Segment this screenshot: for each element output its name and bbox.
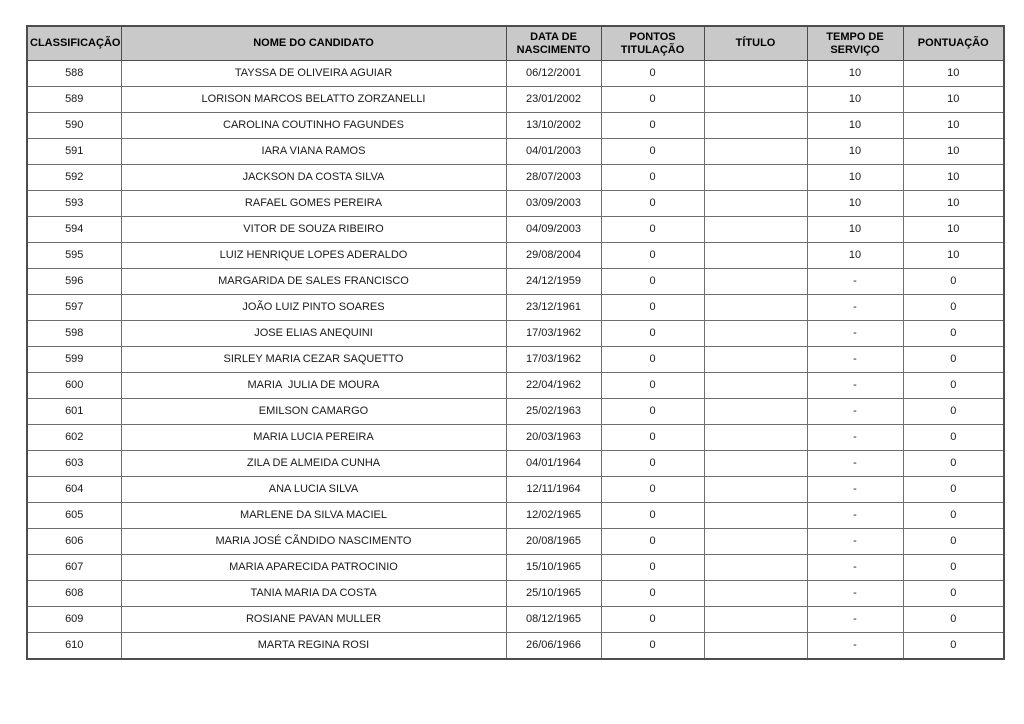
table-row [27,503,1004,529]
cell-pontuacao: 10 [903,165,1004,191]
cell-tempo-servico: - [807,347,903,373]
cell-pontos-titulacao: 0 [601,243,704,269]
cell-classificacao: 598 [27,321,121,347]
cell-titulo [704,425,807,451]
cell-pontos-titulacao: 0 [601,581,704,607]
table-row [27,61,1004,87]
cell-titulo [704,503,807,529]
cell-pontos-titulacao: 0 [601,217,704,243]
cell-tempo-servico: 10 [807,191,903,217]
cell-tempo-servico: - [807,607,903,633]
cell-data-nascimento: 04/01/2003 [506,139,601,165]
cell-classificacao: 606 [27,529,121,555]
cell-classificacao: 597 [27,295,121,321]
cell-classificacao: 588 [27,61,121,87]
cell-classificacao: 601 [27,399,121,425]
table-row [27,165,1004,191]
cell-nome: JOSE ELIAS ANEQUINI [121,321,506,347]
cell-data-nascimento: 15/10/1965 [506,555,601,581]
cell-data-nascimento: 24/12/1959 [506,269,601,295]
cell-data-nascimento: 22/04/1962 [506,373,601,399]
table-row [27,191,1004,217]
cell-titulo [704,269,807,295]
cell-pontuacao: 10 [903,87,1004,113]
cell-pontuacao: 10 [903,243,1004,269]
table-row [27,451,1004,477]
cell-pontuacao: 0 [903,451,1004,477]
cell-pontuacao: 10 [903,217,1004,243]
cell-nome: ROSIANE PAVAN MULLER [121,607,506,633]
cell-nome: MARIA LUCIA PEREIRA [121,425,506,451]
cell-nome: ANA LUCIA SILVA [121,477,506,503]
table-row [27,243,1004,269]
cell-classificacao: 596 [27,269,121,295]
cell-pontos-titulacao: 0 [601,633,704,660]
cell-pontuacao: 0 [903,607,1004,633]
table-row [27,113,1004,139]
cell-nome: MARIA JULIA DE MOURA [121,373,506,399]
cell-pontos-titulacao: 0 [601,295,704,321]
cell-data-nascimento: 29/08/2004 [506,243,601,269]
cell-data-nascimento: 08/12/1965 [506,607,601,633]
cell-data-nascimento: 26/06/1966 [506,633,601,660]
cell-pontuacao: 10 [903,139,1004,165]
cell-tempo-servico: - [807,399,903,425]
cell-nome: MARIA APARECIDA PATROCINIO [121,555,506,581]
table-row [27,269,1004,295]
column-header-pontuacao: PONTUAÇÃO [903,26,1004,61]
cell-nome: VITOR DE SOUZA RIBEIRO [121,217,506,243]
cell-classificacao: 607 [27,555,121,581]
table-row [27,529,1004,555]
cell-pontos-titulacao: 0 [601,269,704,295]
cell-classificacao: 595 [27,243,121,269]
cell-nome: TANIA MARIA DA COSTA [121,581,506,607]
cell-data-nascimento: 06/12/2001 [506,61,601,87]
cell-classificacao: 609 [27,607,121,633]
cell-titulo [704,607,807,633]
cell-titulo [704,295,807,321]
cell-pontos-titulacao: 0 [601,451,704,477]
cell-classificacao: 599 [27,347,121,373]
column-header-tempo-servico: TEMPO DE SERVIÇO [807,26,903,61]
table-row [27,139,1004,165]
cell-pontuacao: 10 [903,113,1004,139]
cell-pontuacao: 0 [903,399,1004,425]
cell-tempo-servico: 10 [807,165,903,191]
cell-classificacao: 602 [27,425,121,451]
cell-pontuacao: 10 [903,191,1004,217]
cell-titulo [704,87,807,113]
cell-data-nascimento: 03/09/2003 [506,191,601,217]
table-row [27,607,1004,633]
cell-titulo [704,165,807,191]
table-row [27,217,1004,243]
cell-nome: IARA VIANA RAMOS [121,139,506,165]
table-header-row [27,26,1004,61]
cell-titulo [704,321,807,347]
cell-tempo-servico: 10 [807,87,903,113]
cell-pontuacao: 10 [903,61,1004,87]
cell-tempo-servico: - [807,503,903,529]
table-row [27,295,1004,321]
cell-classificacao: 610 [27,633,121,660]
cell-pontos-titulacao: 0 [601,555,704,581]
cell-titulo [704,139,807,165]
column-header-titulo: TÍTULO [704,26,807,61]
cell-pontuacao: 0 [903,477,1004,503]
cell-tempo-servico: - [807,373,903,399]
column-header-pontos-titulacao: PONTOS TITULAÇÃO [601,26,704,61]
cell-titulo [704,113,807,139]
cell-titulo [704,529,807,555]
cell-data-nascimento: 12/02/1965 [506,503,601,529]
cell-nome: LORISON MARCOS BELATTO ZORZANELLI [121,87,506,113]
cell-pontos-titulacao: 0 [601,139,704,165]
cell-pontos-titulacao: 0 [601,425,704,451]
cell-pontos-titulacao: 0 [601,347,704,373]
cell-data-nascimento: 17/03/1962 [506,321,601,347]
cell-classificacao: 592 [27,165,121,191]
cell-tempo-servico: - [807,555,903,581]
cell-titulo [704,581,807,607]
cell-nome: JACKSON DA COSTA SILVA [121,165,506,191]
table-row [27,87,1004,113]
cell-tempo-servico: - [807,425,903,451]
cell-pontuacao: 0 [903,269,1004,295]
table-row [27,373,1004,399]
cell-data-nascimento: 28/07/2003 [506,165,601,191]
cell-tempo-servico: 10 [807,61,903,87]
cell-classificacao: 591 [27,139,121,165]
cell-nome: SIRLEY MARIA CEZAR SAQUETTO [121,347,506,373]
cell-classificacao: 590 [27,113,121,139]
cell-data-nascimento: 13/10/2002 [506,113,601,139]
cell-data-nascimento: 04/09/2003 [506,217,601,243]
cell-pontos-titulacao: 0 [601,87,704,113]
cell-tempo-servico: - [807,477,903,503]
table-row [27,581,1004,607]
cell-pontos-titulacao: 0 [601,503,704,529]
table-body [27,61,1004,660]
cell-data-nascimento: 20/08/1965 [506,529,601,555]
cell-pontos-titulacao: 0 [601,477,704,503]
cell-titulo [704,555,807,581]
cell-tempo-servico: 10 [807,217,903,243]
cell-pontos-titulacao: 0 [601,191,704,217]
cell-data-nascimento: 12/11/1964 [506,477,601,503]
cell-tempo-servico: 10 [807,243,903,269]
cell-data-nascimento: 04/01/1964 [506,451,601,477]
cell-nome: MARTA REGINA ROSI [121,633,506,660]
candidates-table [26,25,1005,660]
cell-data-nascimento: 23/12/1961 [506,295,601,321]
cell-pontuacao: 0 [903,581,1004,607]
cell-classificacao: 605 [27,503,121,529]
cell-titulo [704,243,807,269]
cell-titulo [704,191,807,217]
cell-pontuacao: 0 [903,347,1004,373]
table-row [27,555,1004,581]
cell-tempo-servico: 10 [807,113,903,139]
cell-tempo-servico: - [807,529,903,555]
cell-titulo [704,373,807,399]
cell-data-nascimento: 25/02/1963 [506,399,601,425]
cell-tempo-servico: - [807,269,903,295]
table-row [27,321,1004,347]
cell-tempo-servico: - [807,451,903,477]
cell-tempo-servico: 10 [807,139,903,165]
cell-tempo-servico: - [807,633,903,660]
cell-pontuacao: 0 [903,425,1004,451]
cell-pontos-titulacao: 0 [601,165,704,191]
cell-pontuacao: 0 [903,295,1004,321]
cell-titulo [704,451,807,477]
cell-classificacao: 593 [27,191,121,217]
cell-pontuacao: 0 [903,373,1004,399]
cell-nome: JOÃO LUIZ PINTO SOARES [121,295,506,321]
cell-pontuacao: 0 [903,321,1004,347]
cell-classificacao: 603 [27,451,121,477]
cell-nome: TAYSSA DE OLIVEIRA AGUIAR [121,61,506,87]
cell-pontuacao: 0 [903,633,1004,660]
cell-titulo [704,217,807,243]
cell-pontos-titulacao: 0 [601,529,704,555]
cell-pontos-titulacao: 0 [601,373,704,399]
cell-nome: ZILA DE ALMEIDA CUNHA [121,451,506,477]
cell-tempo-servico: - [807,295,903,321]
cell-classificacao: 604 [27,477,121,503]
table-row [27,633,1004,660]
cell-titulo [704,399,807,425]
cell-titulo [704,477,807,503]
column-header-classificacao: CLASSIFICAÇÃO [27,26,121,61]
cell-pontuacao: 0 [903,529,1004,555]
cell-pontos-titulacao: 0 [601,321,704,347]
cell-data-nascimento: 25/10/1965 [506,581,601,607]
cell-pontos-titulacao: 0 [601,113,704,139]
cell-nome: CAROLINA COUTINHO FAGUNDES [121,113,506,139]
cell-classificacao: 594 [27,217,121,243]
column-header-nome-candidato: NOME DO CANDIDATO [121,26,506,61]
table-row [27,477,1004,503]
cell-pontos-titulacao: 0 [601,399,704,425]
cell-nome: MARGARIDA DE SALES FRANCISCO [121,269,506,295]
table-row [27,425,1004,451]
table-row [27,399,1004,425]
column-header-data-nascimento: DATA DE NASCIMENTO [506,26,601,61]
cell-nome: MARLENE DA SILVA MACIEL [121,503,506,529]
cell-pontuacao: 0 [903,555,1004,581]
cell-titulo [704,347,807,373]
cell-data-nascimento: 17/03/1962 [506,347,601,373]
cell-titulo [704,61,807,87]
cell-pontuacao: 0 [903,503,1004,529]
cell-data-nascimento: 20/03/1963 [506,425,601,451]
cell-nome: MARIA JOSÉ CÃNDIDO NASCIMENTO [121,529,506,555]
cell-titulo [704,633,807,660]
cell-classificacao: 608 [27,581,121,607]
cell-pontos-titulacao: 0 [601,607,704,633]
cell-nome: RAFAEL GOMES PEREIRA [121,191,506,217]
cell-classificacao: 589 [27,87,121,113]
cell-pontos-titulacao: 0 [601,61,704,87]
table-row [27,347,1004,373]
cell-tempo-servico: - [807,321,903,347]
cell-classificacao: 600 [27,373,121,399]
cell-nome: LUIZ HENRIQUE LOPES ADERALDO [121,243,506,269]
cell-data-nascimento: 23/01/2002 [506,87,601,113]
cell-tempo-servico: - [807,581,903,607]
cell-nome: EMILSON CAMARGO [121,399,506,425]
